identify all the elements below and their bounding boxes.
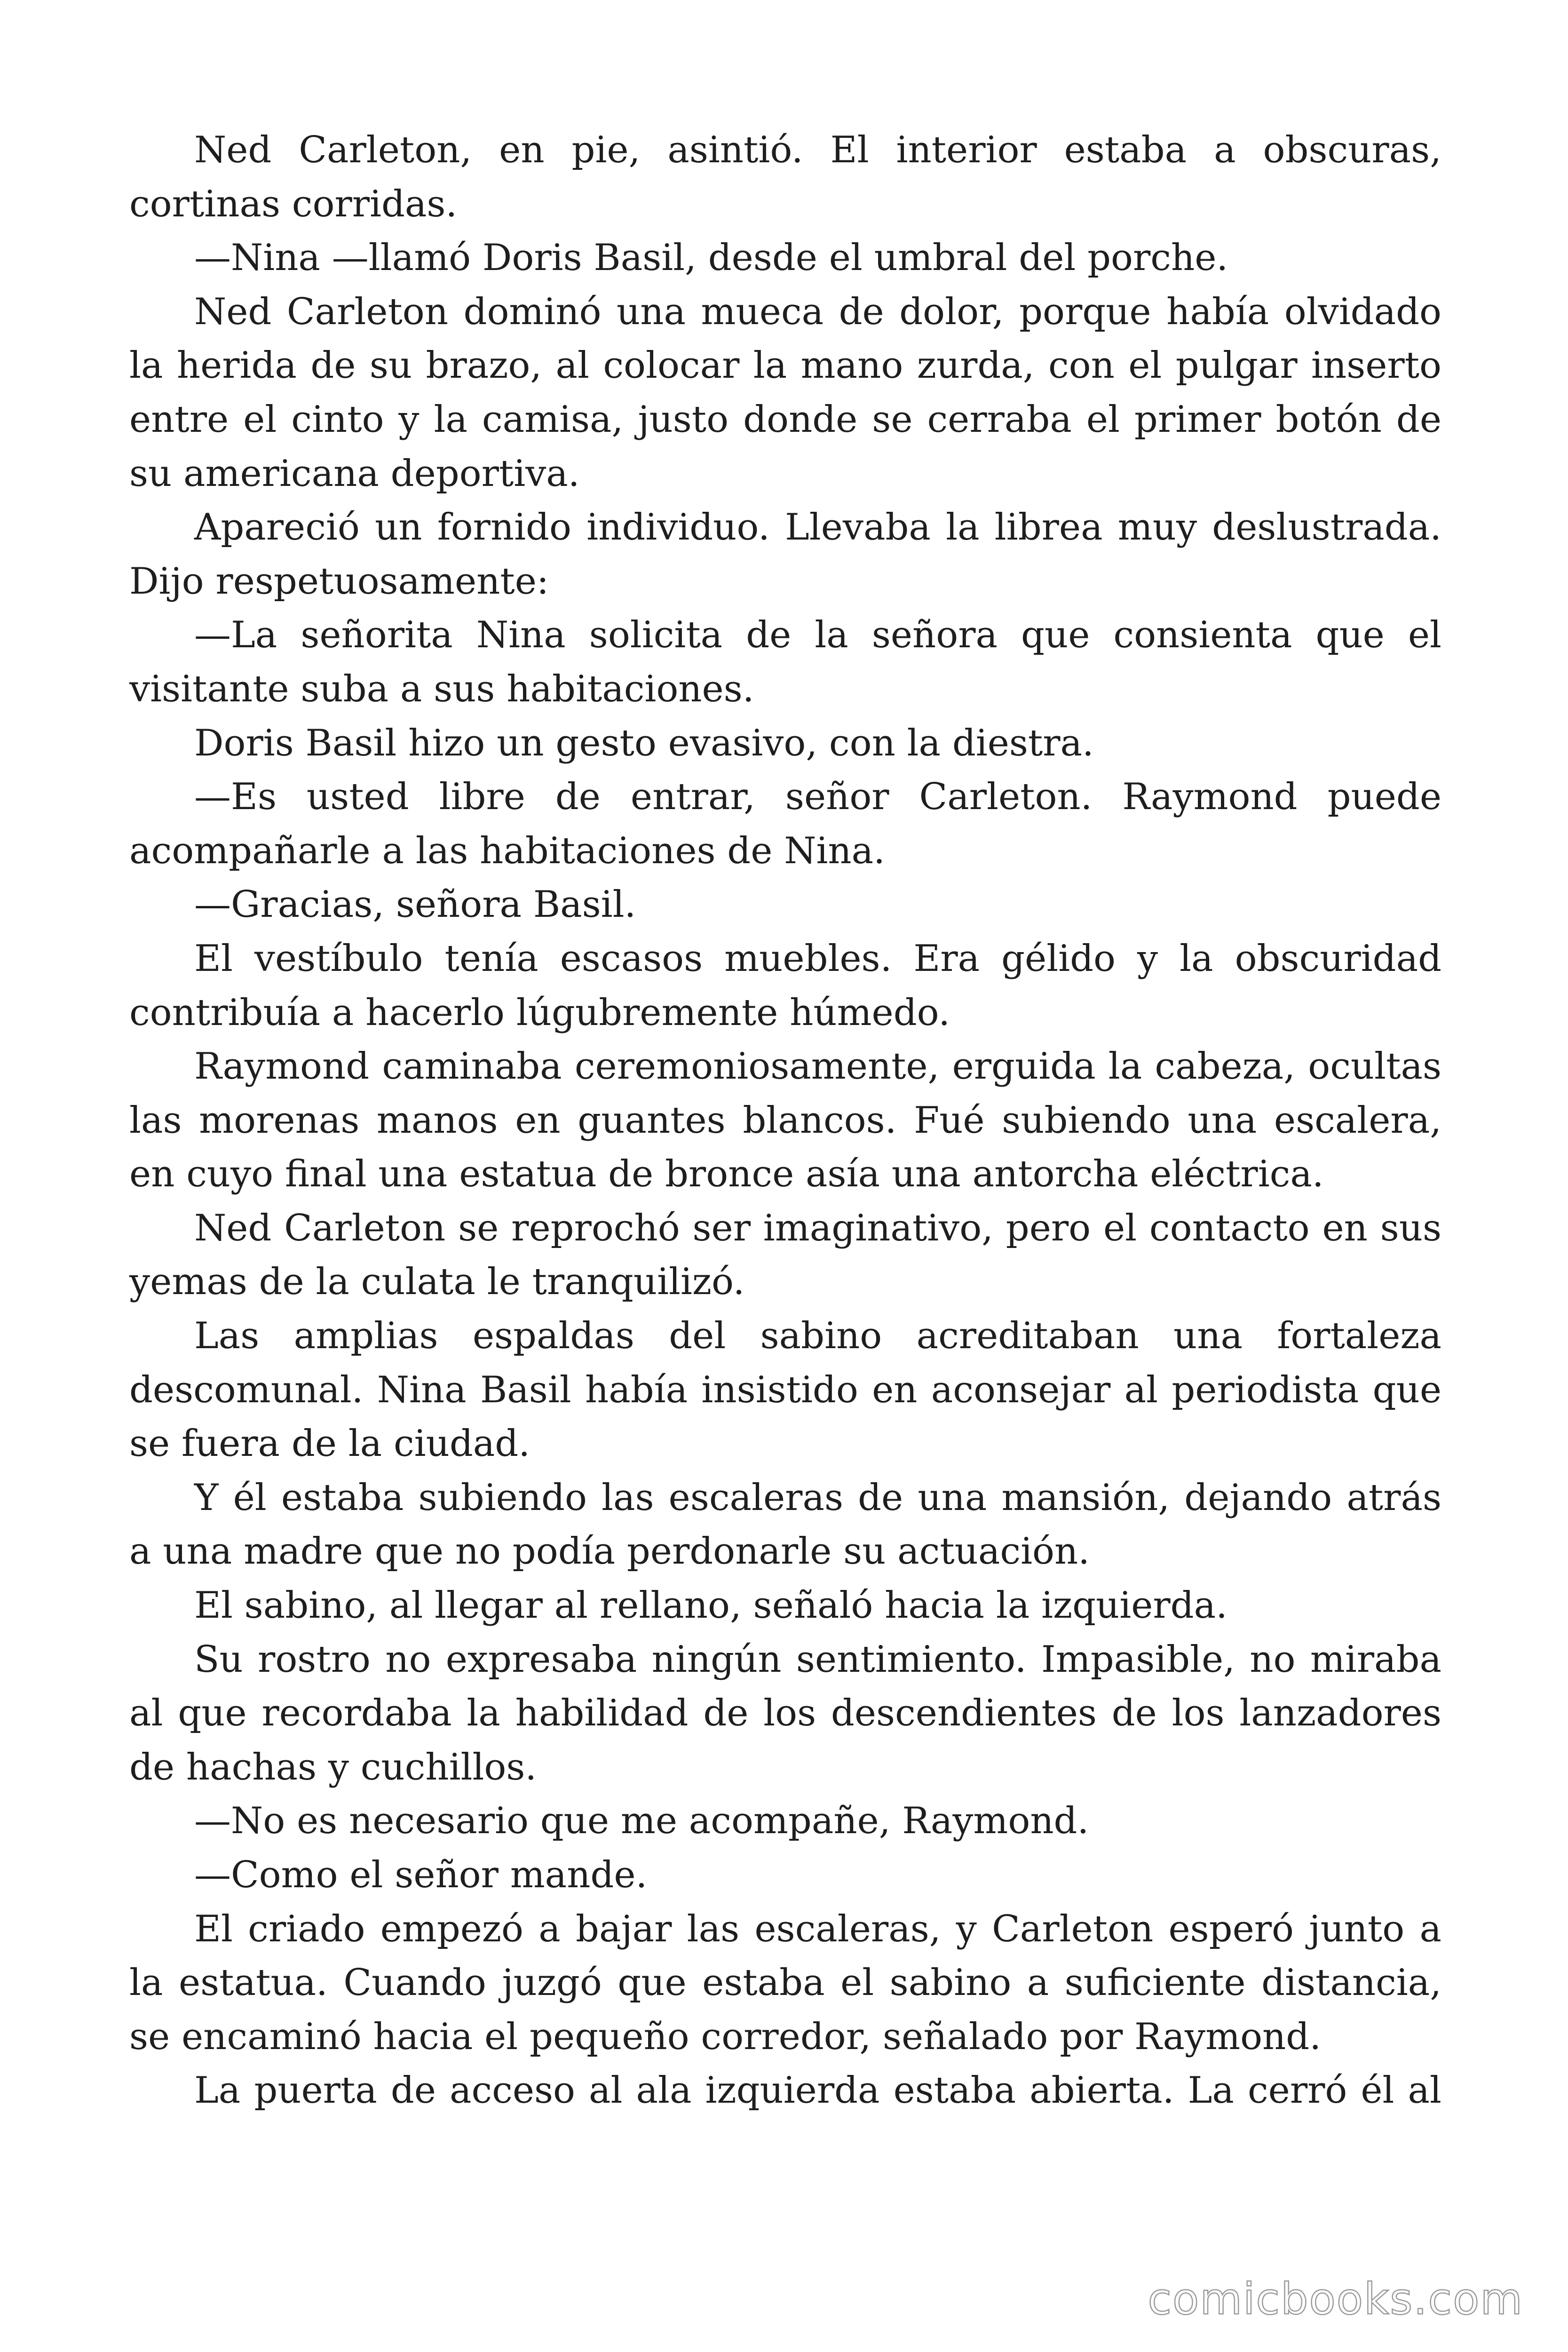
paragraph: Su rostro no expresaba ningún sentimiento. Impasible, no miraba al que recordaba la habilidad de los descendientes de los lanzadores de hachas y cuchillos. [129, 1638, 1441, 1788]
body-text [129, 123, 1441, 2118]
paragraph-continued: La puerta de acceso al ala izquierda estaba abierta. La cerró él al [194, 2069, 1441, 2112]
paragraph: Ned Carleton dominó una mueca de dolor, porque había olvidado la herida de su brazo, al colocar la mano zurda, con el pulgar inserto entre el cinto y la camisa, justo donde se cerraba el primer botón de su americana deportiva. [129, 290, 1441, 495]
paragraph: Doris Basil hizo un gesto evasivo, con la diestra. [194, 722, 1094, 764]
paragraph: —Como el señor mande. [194, 1854, 648, 1896]
paragraph: —No es necesario que me acompañe, Raymond. [194, 1800, 1089, 1843]
paragraph: —Es usted libre de entrar, señor Carleton. Raymond puede acompañarle a las habitaciones de Nina. [129, 776, 1441, 872]
paragraph: Las amplias espaldas del sabino acreditaban una fortaleza descomunal. Nina Basil había insistido en aconsejar al periodista que se fuera de la ciudad. [129, 1315, 1441, 1465]
paragraph: —Nina —llamó Doris Basil, desde el umbral del porche. [194, 237, 1228, 279]
paragraph: —Gracias, señora Basil. [194, 883, 636, 926]
paragraph: Ned Carleton se reprochó ser imaginativo, pero el contacto en sus yemas de la culata le tranquilizó. [129, 1207, 1441, 1303]
paragraph: El criado empezó a bajar las escaleras, y Carleton esperó junto a la estatua. Cuando juzgó que estaba el sabino a suficiente distancia, se encaminó hacia el pequeño corredor, señalado por Raymond. [129, 1907, 1441, 2058]
paragraph: El sabino, al llegar al rellano, señaló hacia la izquierda. [194, 1584, 1227, 1627]
paragraph: El vestíbulo tenía escasos muebles. Era gélido y la obscuridad contribuía a hacerlo lúgubremente húmedo. [129, 937, 1441, 1034]
paragraph: Y él estaba subiendo las escaleras de una mansión, dejando atrás a una madre que no podía perdonarle su actuación. [129, 1476, 1441, 1573]
paragraph: Raymond caminaba ceremoniosamente, erguida la cabeza, ocultas las morenas manos en guantes blancos. Fué subiendo una escalera, en cuyo final una estatua de bronce asía una antorcha eléctrica. [129, 1045, 1441, 1196]
paragraph: —La señorita Nina solicita de la señora que consienta que el visitante suba a sus habitaciones. [129, 614, 1441, 710]
paragraph: Ned Carleton, en pie, asintió. El interior estaba a obscuras, cortinas corridas. [129, 129, 1441, 225]
watermark: comicbooks.com [1148, 2274, 1523, 2324]
paragraph: Apareció un fornido individuo. Llevaba la librea muy deslustrada. Dijo respetuosamente: [129, 506, 1441, 603]
